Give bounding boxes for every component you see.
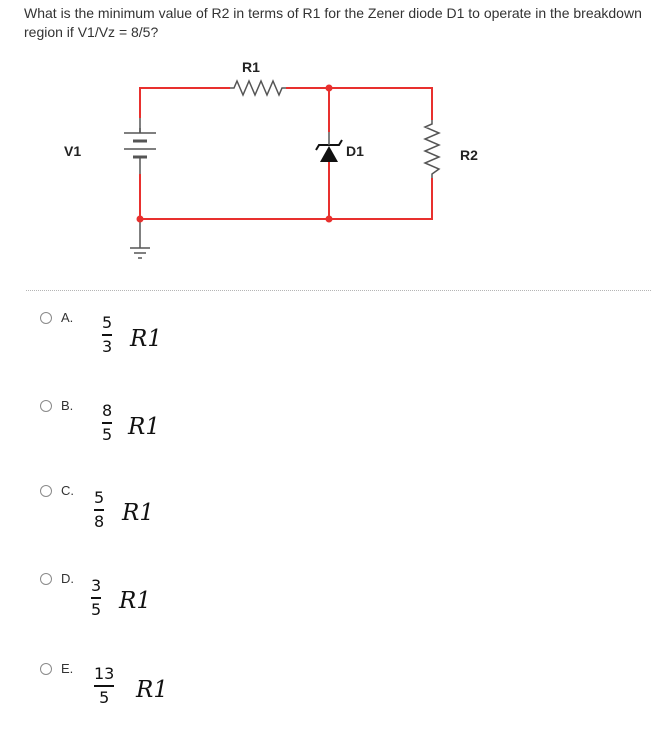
label-r2: R2 xyxy=(460,147,478,163)
circuit-diagram xyxy=(0,48,657,288)
label-d1: D1 xyxy=(346,143,364,159)
option-e-radio[interactable] xyxy=(40,663,52,675)
option-d-letter: D. xyxy=(61,571,74,586)
option-b-denominator: 5 xyxy=(102,424,113,444)
fraction-bar xyxy=(94,509,104,511)
fraction-bar xyxy=(91,597,101,599)
option-c-radio[interactable] xyxy=(40,485,52,497)
option-b-variable: R1 xyxy=(128,414,160,440)
option-e-fraction xyxy=(94,665,114,707)
resistor-r1-symbol xyxy=(230,81,286,95)
option-e-denominator: 5 xyxy=(99,687,110,707)
node-bottom-mid xyxy=(326,216,333,223)
option-c-numerator: 5 xyxy=(94,488,105,507)
node-bottom-left xyxy=(137,216,144,223)
label-r1: R1 xyxy=(242,59,260,75)
section-divider xyxy=(26,290,651,291)
option-a-denominator: 3 xyxy=(102,336,113,356)
option-d-numerator: 3 xyxy=(91,576,102,595)
resistor-r2-symbol xyxy=(425,120,439,178)
top-wire-left xyxy=(140,88,230,118)
circuit-wires xyxy=(140,88,432,219)
option-d-fraction xyxy=(91,577,101,619)
zener-diode-d1-symbol xyxy=(316,132,342,162)
option-d-radio[interactable] xyxy=(40,573,52,585)
fraction-bar xyxy=(94,685,114,687)
option-b-letter: B. xyxy=(61,398,74,413)
option-e-numerator: 13 xyxy=(94,664,115,683)
option-c-denominator: 8 xyxy=(94,511,105,531)
option-c-letter: C. xyxy=(61,483,74,498)
option-d-denominator: 5 xyxy=(91,599,102,619)
fraction-bar xyxy=(102,422,112,424)
option-d-variable: R1 xyxy=(119,588,151,614)
option-e-variable: R1 xyxy=(136,677,168,703)
option-a-radio[interactable] xyxy=(40,312,52,324)
option-b-fraction xyxy=(102,402,112,444)
option-c-fraction xyxy=(94,489,104,531)
ground-symbol xyxy=(130,219,150,258)
option-a-numerator: 5 xyxy=(102,313,113,332)
option-a-variable: R1 xyxy=(130,326,162,352)
option-c-variable: R1 xyxy=(122,500,154,526)
node-top xyxy=(326,85,333,92)
bottom-wire xyxy=(140,174,432,219)
option-e-letter: E. xyxy=(61,661,74,676)
option-a-letter: A. xyxy=(61,310,74,325)
top-wire-right xyxy=(286,88,432,120)
junction-nodes xyxy=(137,85,333,223)
battery-v1-symbol xyxy=(124,118,156,174)
option-a-fraction xyxy=(102,314,112,356)
option-b-numerator: 8 xyxy=(102,401,113,420)
label-v1: V1 xyxy=(64,143,82,159)
question-text: What is the minimum value of R2 in terms of R1 for the Zener diode D1 to operate in the breakdown region if V1/Vz = 8/5? xyxy=(24,5,642,40)
option-b-radio[interactable] xyxy=(40,400,52,412)
fraction-bar xyxy=(102,334,112,336)
